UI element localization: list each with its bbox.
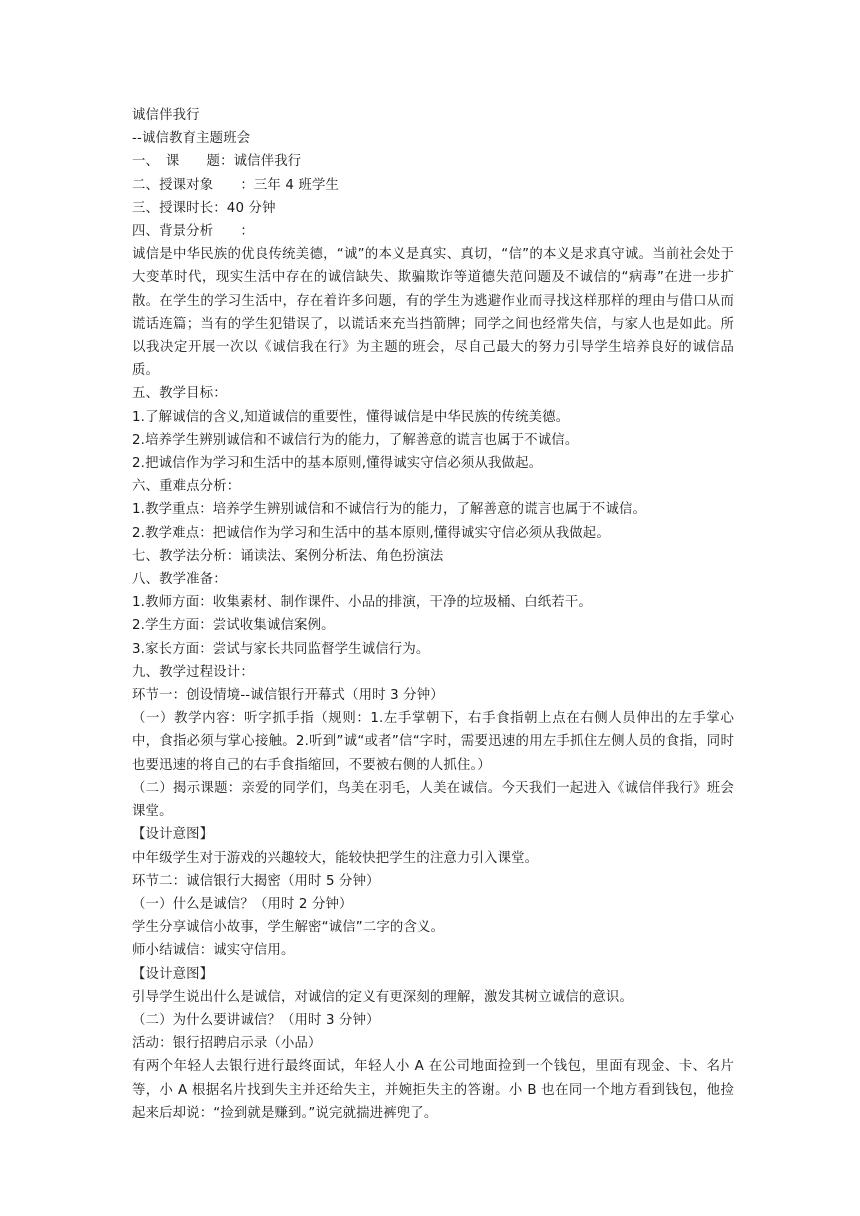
section-heading-goals: 五、教学目标： [132,386,227,402]
design-intent-heading: 【设计意图】 [132,827,214,843]
preparation-item: 3.家长方面：尝试与家长共同监督学生诚信行为。 [132,641,430,657]
design-intent-text: 引导学生说出什么是诚信，对诚信的定义有更深刻的理解，激发其树立诚信的意识。 [132,989,634,1005]
stage-heading: 环节二：诚信银行大揭密（用时 5 分钟） [132,873,380,889]
section-heading-key-points: 六、重难点分析： [132,479,241,495]
section-heading-background: 四、背景分析 ： [132,224,254,240]
key-point-item: 2.教学难点：把诚信作为学习和生活中的基本原则,懂得诚实守信必须从我做起。 [132,525,610,541]
preparation-item: 2.学生方面：尝试收集诚信案例。 [132,618,335,634]
stage-content: 学生分享诚信小故事，学生解密“诚信”二字的含义。 [132,920,445,936]
stage-content: （一）教学内容：听字抓手指（规则：1.左手掌朝下，右手食指朝上点在右侧人员伸出的左手掌心中，食指必须与掌心接触。2.听到”诚“或者”信“字时，需要迅速的用左手抓住左侧人员的食指，同时也要迅速的将自己的右手食指缩回，不要被右侧的人抓住。） [132,711,734,773]
activity-title: 活动：银行招聘启示录（小品） [132,1036,322,1052]
goal-item: 2.培养学生辨别诚信和不诚信行为的能力，了解善意的谎言也属于不诚信。 [132,432,579,448]
doc-subtitle: --诚信教育主题班会 [132,131,251,147]
stage-subheading: （一）什么是诚信？（用时 2 分钟） [132,896,353,912]
preparation-item: 1.教师方面：收集素材、制作课件、小品的排演，干净的垃圾桶、白纸若干。 [132,595,592,611]
stage-content: 师小结诚信：诚实守信用。 [132,943,295,959]
activity-story: 有两个年轻人去银行进行最终面试，年轻人小 A 在公司地面捡到一个钱包，里面有现金、卡、名片等，小 A 根据名片找到失主并还给失主，并婉拒失主的答谢。小 B 也在同一个地方看到钱包，他捡起来后却说：“捡到就是赚到。”说完就揣进裤兜了。 [132,1059,734,1121]
document-body [132,104,734,1125]
goal-item: 2.把诚信作为学习和生活中的基本原则,懂得诚实守信必须从我做起。 [132,456,543,472]
section-heading-process: 九、教学过程设计： [132,664,254,680]
design-intent-heading: 【设计意图】 [132,966,214,982]
design-intent-text: 中年级学生对于游戏的兴趣较大，能较快把学生的注意力引入课堂。 [132,850,539,866]
section-audience: 二、授课对象 ：三年 4 班学生 [132,177,340,193]
doc-title: 诚信伴我行 [132,108,200,123]
section-duration: 三、授课时长：40 分钟 [132,200,276,216]
background-paragraph: 诚信是中华民族的优良传统美德，“诚”的本义是真实、真切，“信”的本义是求真守诚。当前社会处于大变革时代，现实生活中存在的诚信缺失、欺骗欺诈等道德失范问题及不诚信的“病毒”在进一步扩散。在学生的学习生活中，存在着许多问题，有的学生为逃避作业而寻找这样那样的理由与借口从而谎话连篇；当有的学生犯错误了，以谎话来充当挡箭牌；同学之间也经常失信，与家人也是如此。所以我决定开展一次以《诚信我在行》为主题的班会，尽自己最大的努力引导学生培养良好的诚信品质。 [132,247,734,379]
stage-content: （二）揭示课题：亲爱的同学们，鸟美在羽毛，人美在诚信。今天我们一起进入《诚信伴我行》班会课堂。 [132,780,734,820]
section-heading-preparation: 八、教学准备： [132,572,227,588]
section-topic: 一、 课 题：诚信伴我行 [132,154,302,170]
key-point-item: 1.教学重点：培养学生辨别诚信和不诚信行为的能力，了解善意的谎言也属于不诚信。 [132,502,647,518]
section-methods: 七、教学法分析：诵读法、案例分析法、角色扮演法 [132,548,444,564]
goal-item: 1.了解诚信的含义,知道诚信的重要性，懂得诚信是中华民族的传统美德。 [132,409,570,425]
stage-subheading: （二）为什么要讲诚信？（用时 3 分钟） [132,1012,380,1028]
stage-heading: 环节一：创设情境--诚信银行开幕式（用时 3 分钟） [132,688,444,704]
